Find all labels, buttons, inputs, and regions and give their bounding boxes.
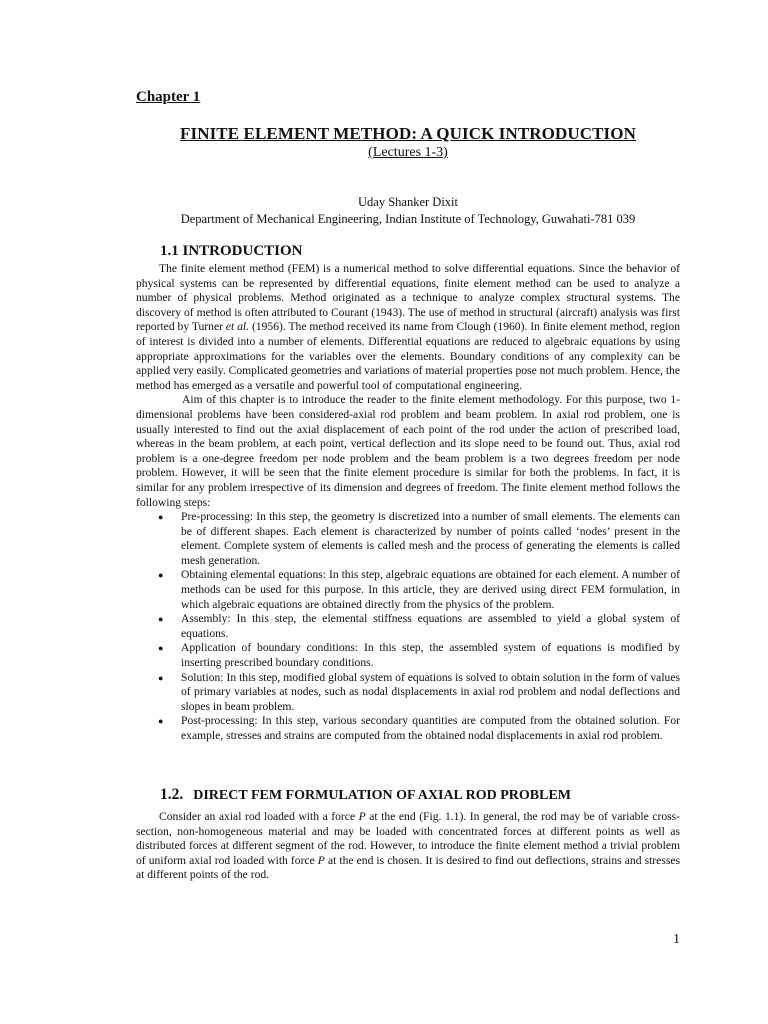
intro-paragraph-1 bbox=[136, 262, 680, 393]
list-item-text: Application of boundary conditions: In this step, the assembled system of equations is modified by inserting prescribed boundary conditions. bbox=[181, 641, 680, 670]
section-axial-rod bbox=[136, 786, 680, 883]
author-name: Uday Shanker Dixit bbox=[358, 195, 458, 209]
list-item bbox=[136, 510, 680, 568]
section-heading: 1.1 INTRODUCTION bbox=[160, 243, 303, 259]
list-item bbox=[136, 641, 680, 670]
section-number: 1.2. bbox=[160, 786, 184, 803]
list-item-text: Obtaining elemental equations: In this step, algebraic equations are obtained for each element. A number of methods can be used for this purpose. In this article, they are derived using direct FEM formulation, in which algebraic equations are obtained directly from the physics of the problem. bbox=[181, 568, 680, 611]
text-run: at the end (Fig. 1.1). In general, the rod may be of variable cross-section, non-homogeneous material and may be loaded with concentrated forces at different points as well as distributed forces at different segment of the rod. However, to introduce the finite element method a trivial problem of uniform axial rod loaded with force bbox=[136, 810, 680, 867]
list-item bbox=[136, 714, 680, 743]
list-item-text: Post-processing: In this step, various secondary quantities are computed from the obtained solution. For example, stresses and strains are computed from the obtained nodal displacements in axial rod problem. bbox=[181, 714, 680, 742]
bullet-icon: ● bbox=[158, 614, 164, 625]
page-number: 1 bbox=[673, 932, 680, 947]
list-item bbox=[136, 612, 680, 641]
document-subtitle: (Lectures 1-3) bbox=[368, 145, 448, 160]
list-item bbox=[136, 568, 680, 612]
bullet-icon: ● bbox=[158, 716, 164, 727]
author-block bbox=[136, 194, 680, 228]
bullet-icon: ● bbox=[158, 570, 164, 581]
section-introduction bbox=[136, 242, 680, 744]
section-title: DIRECT FEM FORMULATION OF AXIAL ROD PROBLEM bbox=[193, 788, 572, 803]
title-block bbox=[136, 124, 680, 162]
bullet-icon: ● bbox=[158, 643, 164, 654]
list-item-text: Assembly: In this step, the elemental stiffness equations are assembled to yield a global system of equations. bbox=[181, 612, 680, 640]
list-item-text: Pre-processing: In this step, the geometry is discretized into a number of small elements. The elements can be of different shapes. Each element is characterized by number of points called ‘nodes’ present in the element. Complete system of elements is called mesh and the process of generating the elements is called mesh generation. bbox=[181, 510, 680, 567]
fem-steps-list bbox=[136, 510, 680, 744]
bullet-icon: ● bbox=[158, 672, 164, 683]
document-title: FINITE ELEMENT METHOD: A QUICK INTRODUCTION bbox=[180, 124, 636, 143]
list-item-text: Solution: In this step, modified global system of equations is solved to obtain solution in the form of values of primary variables at nodes, such as nodal displacements in axial rod problem and nodal deflections and slopes in beam problem. bbox=[181, 670, 680, 713]
force-symbol: P bbox=[358, 810, 366, 823]
list-item bbox=[136, 671, 680, 715]
text-run: The finite element method (FEM) is a numerical method to solve differential equations. Since the behavior of physical systems can be represented by differential equations, finite element method can be used to analyze a number of physical problems. Method originated as a technique to analyze complex structural systems. The discovery of method is often attributed to Courant (1943). The use of method in structural (aircraft) analysis was first reported by Turner bbox=[136, 262, 680, 334]
section-heading bbox=[160, 786, 680, 805]
text-run: (1956). The method received its name from Clough (1960). In finite element method, region of interest is divided into a number of elements. Differential equations are reduced to algebraic equations by using appropriate approximations for the variables over the elements. Boundary conditions of any complexity can be applied very easily. Complicated geometries and variations of material properties pose not much problem. Hence, the method has emerged as a versatile and powerful tool of computational engineering. bbox=[136, 320, 680, 392]
text-run: Consider an axial rod loaded with a force bbox=[159, 810, 359, 823]
force-symbol: P bbox=[317, 853, 325, 867]
chapter-label: Chapter 1 bbox=[136, 89, 201, 105]
axial-rod-paragraph bbox=[136, 810, 680, 883]
intro-paragraph-2: Aim of this chapter is to introduce the reader to the finite element methodology. For this purpose, two 1-dimensional problems have been considered-axial rod problem and beam problem. In axial rod problem, one is usually interested to find out the axial displacement of each point of the rod under the action of prescribed load, whereas in the beam problem, at each point, vertical deflection and its slope need to be found out. Thus, axial rod problem is a one-degree freedom per node problem and the beam problem is a two degrees freedom per node problem. However, it will be seen that the finite element procedure is similar for both the problems. In fact, it is similar for any problem irrespective of its dimension and degrees of freedom. The finite element method follows the following steps: bbox=[136, 393, 680, 509]
text-run: at the end is chosen. It is desired to find out deflections, strains and stresses at different points of the rod. bbox=[136, 853, 680, 882]
author-affiliation: Department of Mechanical Engineering, Indian Institute of Technology, Guwahati-781 039 bbox=[180, 212, 636, 226]
bullet-icon: ● bbox=[158, 512, 164, 523]
text-run-italic: et al. bbox=[225, 320, 250, 334]
